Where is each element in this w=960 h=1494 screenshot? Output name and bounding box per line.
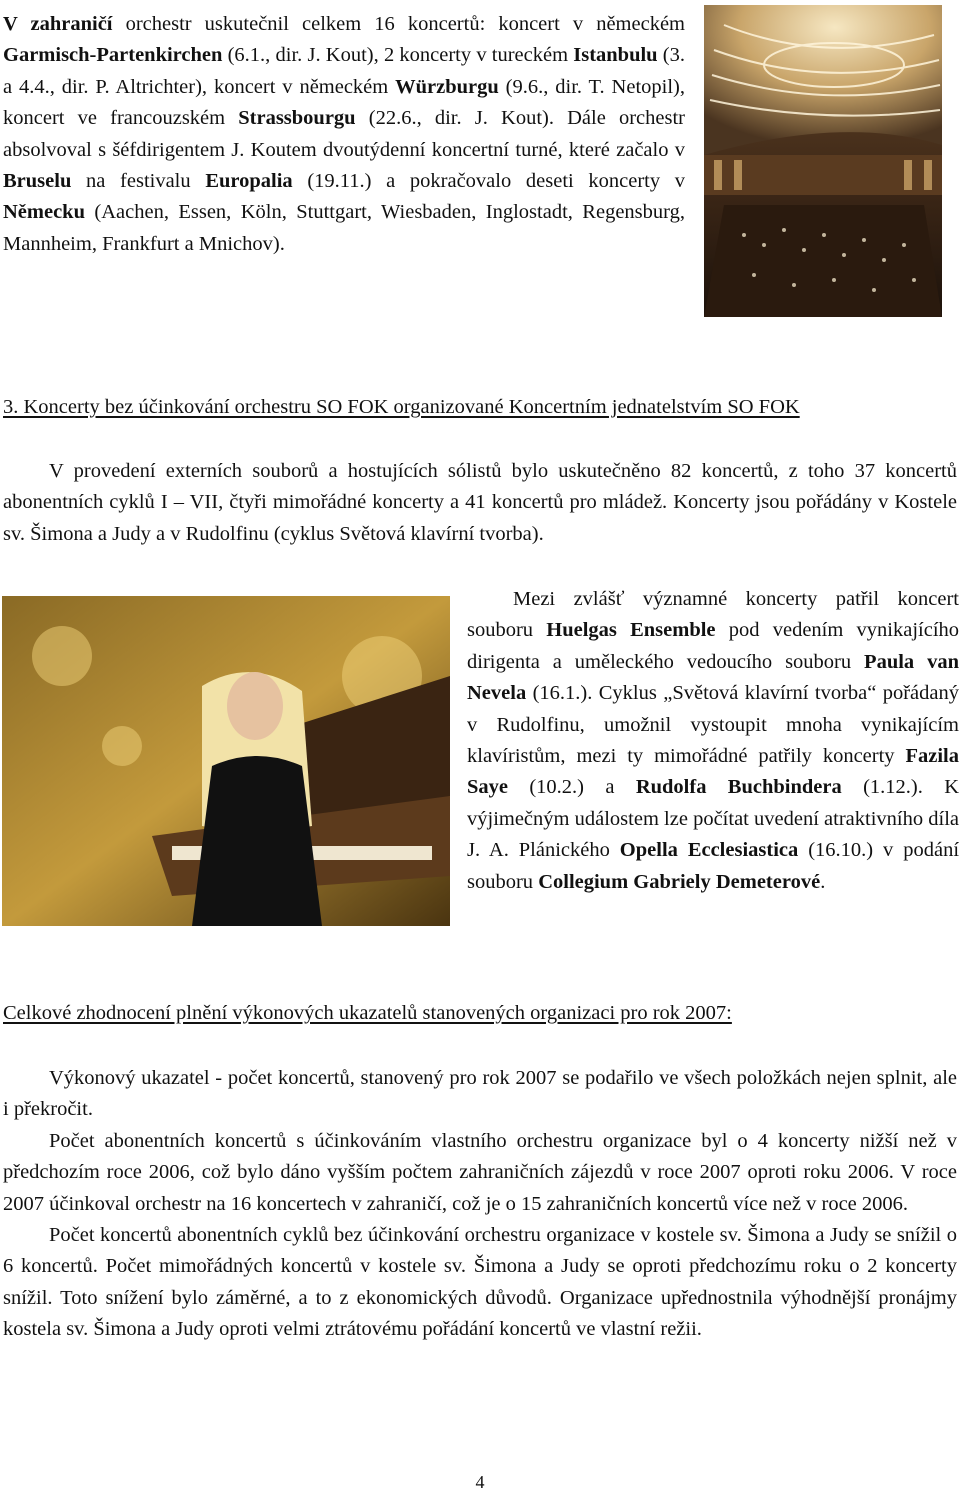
nemecku: Německu	[3, 201, 85, 224]
section-3-paragraph	[3, 456, 957, 550]
rudolf-buchbinder: Rudolfa Buchbindera	[635, 776, 842, 799]
bruselu: Bruselu	[3, 170, 72, 193]
evaluation-section	[3, 1063, 957, 1346]
section-3-text: V provedení externích souborů a hostujících sólistů bylo uskutečněno 82 koncertů, z toho 37 koncertů abonentních cyklů I – VII, čtyři mimořádné koncerty a 41 koncertů pro mládež. Koncerty jsou pořádány v Kostele sv. Šimona a Judy a v Rudolfinu (cyklus Světová klavírní tvorba).	[3, 460, 957, 545]
evaluation-heading: Celkové zhodnocení plnění výkonových ukazatelů stanovených organizaci pro rok 2007:	[3, 1002, 732, 1024]
harpsichordist-image	[2, 596, 450, 926]
europalia: Europalia	[205, 170, 293, 193]
strassbourg: Strassbourgu	[238, 107, 356, 130]
istanbul: Istanbulu	[573, 44, 658, 67]
garmisch: Garmisch-Partenkirchen	[3, 44, 223, 67]
paula-van-nevela: Paula van Nevela	[467, 650, 959, 705]
harpsichordist-photo	[2, 596, 450, 926]
concert-hall-photo	[704, 5, 942, 317]
huelgas-ensemble: Huelgas Ensemble	[546, 619, 716, 642]
evaluation-paragraph-2: Počet abonentních koncertů s účinkováním vlastního orchestru organizace byl o 4 koncerty nižší než v předchozím roce 2006, což bylo dáno vyšším počtem zahraničních zájezdů v roce 2007 oproti roku 2006. V roce 2007 účinkoval orchestr na 16 koncertech v zahraničí, což je o 15 zahraničních koncertů více než v roce 2006.	[3, 1129, 957, 1215]
page-number: 4	[475, 1472, 485, 1492]
collegium-demeterova: Collegium Gabriely Demeterové	[538, 870, 821, 893]
notable-concerts-paragraph: Mezi zvlášť významné koncerty patřil koncert souboru Huelgas Ensemble pod vedením vynikajícího dirigenta a uměleckého vedoucího souboru Paula van Nevela (16.1.). Cyklus „Světová klavírní tvorba“ pořádaný v Rudolfinu, umožnil vystoupit mnoha vynikajícím klavíristům, mezi ty mimořádné patřily koncerty Fazila Saye (10.2.) a Rudolfa Buchbindera (1.12.). K výjimečným událostem lze počítat uvedení atraktivního díla J. A. Plánického Opella Ecclesiastica (16.10.) v podání souboru Collegium Gabriely Demeterové.	[467, 588, 960, 893]
evaluation-paragraph-3: Počet koncertů abonentních cyklů bez účinkování orchestru organizace v kostele sv. Šimona a Judy se snížil o 6 koncertů. Počet mimořádných koncertů v kostele sv. Šimona a Judy se oproti předchozímu roku o 2 koncerty snížil. Toto snížení bylo záměrné, a to z ekonomických důvodů. Organizace upřednostnila výhodnější pronájmy kostela sv. Šimona a Judy oproti velmi ztrátovému pořádání koncertů ve vlastní režii.	[3, 1224, 957, 1341]
fazil-say: Fazila Saye	[467, 745, 959, 799]
concert-hall-image	[704, 5, 942, 317]
abroad-label: V zahraničí	[3, 13, 113, 35]
section-3-heading: 3. Koncerty bez účinkování orchestru SO FOK organizované Koncertním jednatelstvím SO FOK	[3, 396, 800, 418]
wurzburg: Würzburgu	[395, 75, 499, 98]
intro-paragraph: V zahraničí orchestr uskutečnil celkem 16 koncertů: koncert v německém Garmisch-Partenkirchen (6.1., dir. J. Kout), 2 koncerty v tureckém Istanbulu (3. a 4.4., dir. P. Altrichter), koncert v německém Würzburgu (9.6., dir. T. Netopil), koncert ve francouzském Strassbourgu (22.6., dir. J. Kout). Dále orchestr absolvoval s šéfdirigentem J. Koutem dvoutýdenní koncertní turné, které začalo v Bruselu na festivalu Europalia (19.11.) a pokračovalo deseti koncerty v Německu (Aachen, Essen, Köln, Stuttgart, Wiesbaden, Inglostadt, Regensburg, Mannheim, Frankfurt a Mnichov).	[3, 13, 686, 255]
opella-ecclesiastica: Opella Ecclesiastica	[619, 839, 799, 862]
evaluation-paragraph-1: Výkonový ukazatel - počet koncertů, stanovený pro rok 2007 se podařilo ve všech položkách nejen splnit, ale i překročit.	[3, 1067, 957, 1121]
